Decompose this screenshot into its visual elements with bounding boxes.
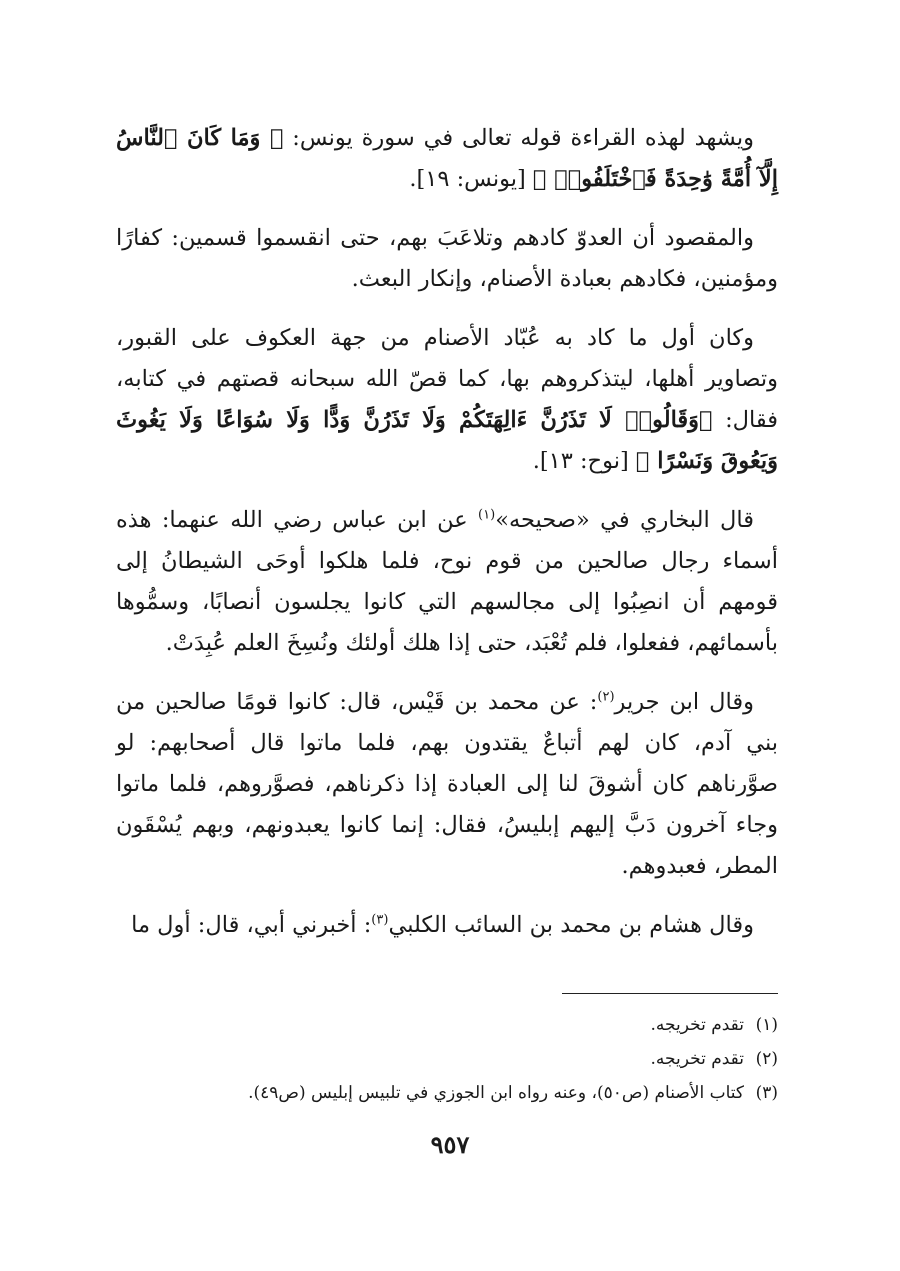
- paragraph-text: وقال ابن جرير: [614, 689, 754, 715]
- paragraph-ibn-jarir: [116, 682, 778, 887]
- paragraph-text: وقال هشام بن محمد بن السائب الكلبي: [388, 912, 754, 938]
- footnote-ref-2[interactable]: (٢): [597, 689, 615, 705]
- footnote-text: كتاب الأصنام (ص٥٠)، وعنه رواه ابن الجوزي في تلبيس إبليس (ص٤٩).: [248, 1083, 744, 1103]
- verse-citation: [نوح: ١٣].: [532, 448, 636, 474]
- paragraph-text: : عن محمد بن قَيْس، قال: كانوا قومًا صالحين من بني آدم، كان لهم أتباعٌ يقتدون بهم، فلما ماتوا قال أصحابهم: لو صوَّرناهم كان أشوقَ لنا إلى العبادة إذا ذكرناهم، فصوَّروهم، فلما ماتوا وجاء آخرون دَبَّ إليهم إبليسُ، فقال: إنما كانوا يعبدونهم، وبهم يُسْقَون المطر، فعبدوهم.: [116, 689, 778, 879]
- footnote-divider: [562, 993, 778, 994]
- paragraph-hisham: [116, 905, 778, 946]
- paragraph-nuh-verse: [116, 318, 778, 482]
- page-number: ٩٥٧: [430, 1130, 470, 1159]
- footnote-number: (٢): [755, 1049, 778, 1069]
- footnote-number: (١): [755, 1015, 778, 1035]
- footnote-ref-1[interactable]: (١): [478, 507, 496, 523]
- footnote-2: [116, 1042, 778, 1076]
- verse-citation: [يونس: ١٩].: [409, 166, 533, 192]
- paragraph-text: قال البخاري في «صحيحه»: [495, 507, 755, 533]
- footnote-text: تقدم تخريجه.: [650, 1049, 744, 1069]
- footnote-1: [116, 1008, 778, 1042]
- paragraph-bukhari: [116, 500, 778, 664]
- quran-verse: ﴿وَقَالُوا۟ لَا تَذَرُنَّ ءَالِهَتَكُمْ وَلَا تَذَرُنَّ وَدًّا وَلَا سُوَاعًا وَلَا يَغُوثَ وَيَعُوقَ وَنَسْرًا ﴾: [116, 407, 778, 474]
- paragraph-text: عن ابن عباس رضي الله عنهما: هذه أسماء رجال صالحين من قوم نوح، فلما هلكوا أوحَى الشيطانُ إلى قومهم أن انصِبُوا إلى مجالسهم التي كانوا يجلسون أنصابًا، وسمُّوها بأسمائهم، ففعلوا، فلم تُعْبَد، حتى إذا هلك أولئك ونُسِخَ العلم عُبِدَتْ.: [116, 507, 778, 656]
- paragraph-enemy-plot: [116, 218, 778, 300]
- paragraph-text: ويشهد لهذه القراءة قوله تعالى في سورة يونس:: [283, 125, 754, 151]
- paragraph-text: : أخبرني أبي، قال: أول ما: [131, 912, 372, 938]
- footnote-3: [116, 1076, 778, 1110]
- footnotes: [116, 1008, 778, 1110]
- footnote-number: (٣): [755, 1083, 778, 1103]
- paragraph-yunus-verse: [116, 118, 778, 200]
- quran-verse: ﴿ وَمَا كَانَ ٱلنَّاسُ إِلَّآ أُمَّةً وَٰحِدَةً فَٱخْتَلَفُوا۟ ﴾: [116, 125, 778, 192]
- paragraph-text: وكان أول ما كاد به عُبّاد الأصنام من جهة العكوف على القبور، وتصاوير أهلها، ليتذكروهم بها، كما قصّ الله سبحانه قصتهم في كتابه، فقال:: [116, 325, 778, 433]
- main-text: [116, 118, 778, 968]
- footnote-ref-3[interactable]: (٣): [371, 912, 389, 928]
- footnote-text: تقدم تخريجه.: [650, 1015, 744, 1035]
- paragraph-text: والمقصود أن العدوّ كادهم وتلاعَبَ بهم، حتى انقسموا قسمين: كفارًا ومؤمنين، فكادهم بعبادة الأصنام، وإنكار البعث.: [116, 225, 778, 292]
